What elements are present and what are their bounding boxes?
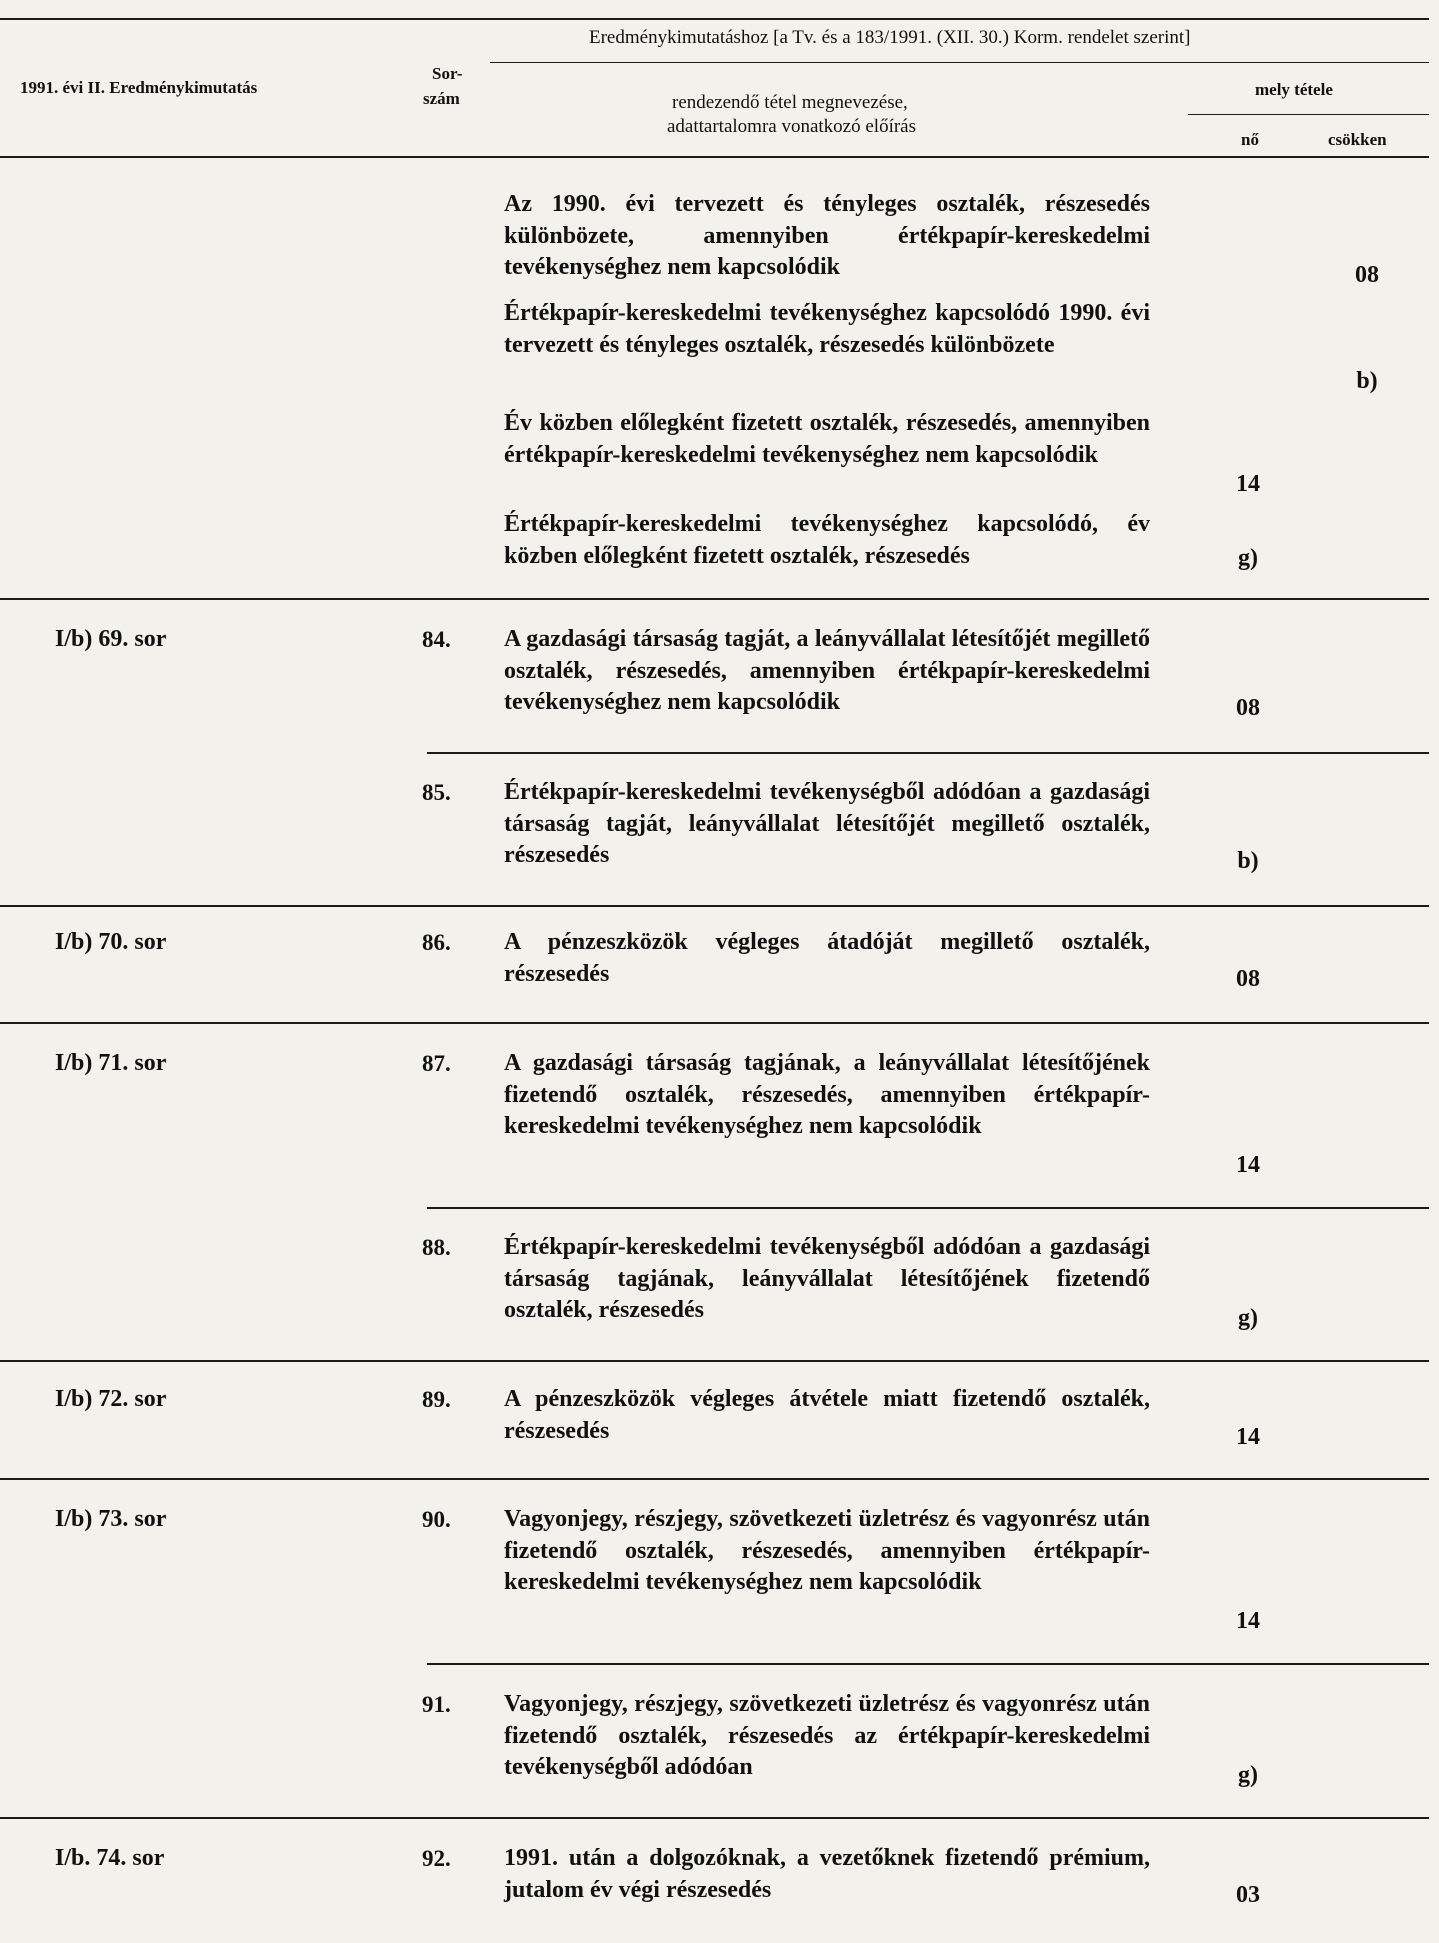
header-group-rule — [490, 62, 1429, 63]
row-code-no: g) — [1238, 1762, 1258, 1788]
header-col-sorszam-2: szám — [423, 89, 460, 108]
row-code-no: 08 — [1236, 695, 1260, 721]
header-top-rule — [0, 18, 1429, 20]
row-ref: I/b) 73. sor — [55, 1506, 167, 1532]
row-code-no: 08 — [1236, 966, 1260, 992]
row-number: 86. — [422, 930, 451, 955]
row-text: Értékpapír-kereskedelmi tevékenységhez kapcsolódó, év közben előlegként fizetett osztalék, részesedés — [504, 511, 1150, 569]
row-code-csokken: 08 — [1355, 262, 1379, 288]
row-number: 85. — [422, 780, 451, 805]
row-number: 84. — [422, 627, 451, 652]
row-code-no: 14 — [1236, 1152, 1260, 1178]
row-text: 1991. után a dolgozóknak, a vezetőknek fizetendő prémium, jutalom év végi részesedés — [504, 1845, 1150, 1903]
header-col-mely-tetele: mely tétele — [1255, 80, 1333, 99]
header-col-no: nő — [1241, 130, 1259, 149]
row-separator — [427, 1663, 1429, 1665]
row-code-no: g) — [1238, 1305, 1258, 1331]
row-code-no: 03 — [1236, 1882, 1260, 1908]
row-text: Értékpapír-kereskedelmi tevékenységhez kapcsolódó 1990. évi tervezett és tényleges osztalék, részesedés különbözete — [504, 300, 1150, 358]
header-group-title: Eredménykimutatáshoz [a Tv. és a 183/1991. (XII. 30.) Korm. rendelet szerint] — [589, 27, 1191, 48]
row-text: Értékpapír-kereskedelmi tevékenységből adódóan a gazdasági társaság tagját, leányvállalat létesítőjét megillető osztalék, részesedés — [504, 779, 1150, 868]
header-col-megnevezes-2: adattartalomra vonatkozó előírás — [667, 116, 917, 137]
row-separator — [0, 905, 1429, 907]
row-ref: I/b. 74. sor — [55, 1845, 165, 1871]
row-number: 88. — [422, 1235, 451, 1260]
row-number: 89. — [422, 1387, 451, 1412]
row-separator — [0, 598, 1429, 600]
row-text: A gazdasági társaság tagjának, a leányvállalat létesítőjének fizetendő osztalék, részesedés, amennyiben értékpapír-kereskedelmi tevékenységhez nem kapcsolódik — [504, 1050, 1150, 1139]
row-text: Az 1990. évi tervezett és tényleges osztalék, részesedés különbözete, amennyiben értékpapír-kereskedelmi tevékenységhez nem kapcsolódik — [504, 191, 1150, 280]
row-ref: I/b) 69. sor — [55, 626, 167, 652]
row-separator — [0, 1360, 1429, 1362]
row-separator — [0, 1022, 1429, 1024]
header-col-csokken: csökken — [1328, 130, 1387, 149]
row-text: A gazdasági társaság tagját, a leányvállalat létesítőjét megillető osztalék, részesedés, amennyiben értékpapír-kereskedelmi tevékenységhez nem kapcsolódik — [504, 626, 1150, 715]
row-text: Év közben előlegként fizetett osztalék, részesedés, amennyiben értékpapír-kereskedelmi tevékenységhez nem kapcsolódik — [504, 410, 1150, 468]
header-sub-rule — [1188, 114, 1429, 115]
row-number: 91. — [422, 1692, 451, 1717]
row-code-no: 14 — [1236, 1608, 1260, 1634]
row-separator — [0, 1478, 1429, 1480]
row-ref: I/b) 71. sor — [55, 1050, 167, 1076]
header-col-sorszam-1: Sor- — [432, 64, 463, 83]
row-text: Vagyonjegy, részjegy, szövetkezeti üzletrész és vagyonrész után fizetendő osztalék, részesedés az értékpapír-kereskedelmi tevékenységből adódóan — [504, 1691, 1150, 1780]
header-bottom-rule — [0, 156, 1429, 158]
row-text: Vagyonjegy, részjegy, szövetkezeti üzletrész és vagyonrész után fizetendő osztalék, részesedés, amennyiben értékpapír-kereskedelmi tevékenységhez nem kapcsolódik — [504, 1506, 1150, 1595]
row-number: 92. — [422, 1846, 451, 1871]
row-code-no: g) — [1238, 545, 1258, 571]
header-col-eredmenykimutatas: 1991. évi II. Eredménykimutatás — [20, 78, 258, 97]
row-code-csokken: b) — [1356, 368, 1378, 394]
row-number: 90. — [422, 1507, 451, 1532]
row-separator — [0, 1817, 1429, 1819]
row-number: 87. — [422, 1051, 451, 1076]
header-col-megnevezes-1: rendezendő tétel megnevezése, — [672, 92, 908, 113]
row-text: A pénzeszközök végleges átadóját megillető osztalék, részesedés — [504, 929, 1150, 987]
row-separator — [427, 1207, 1429, 1209]
row-ref: I/b) 70. sor — [55, 929, 167, 955]
row-separator — [427, 752, 1429, 754]
row-code-no: 14 — [1236, 471, 1260, 497]
row-code-no: 14 — [1236, 1424, 1260, 1450]
row-text: Értékpapír-kereskedelmi tevékenységből adódóan a gazdasági társaság tagjának, leányvállalat létesítőjének fizetendő osztalék, részesedés — [504, 1234, 1150, 1323]
row-text: A pénzeszközök végleges átvétele miatt fizetendő osztalék, részesedés — [504, 1386, 1150, 1444]
row-ref: I/b) 72. sor — [55, 1386, 167, 1412]
row-code-no: b) — [1237, 848, 1259, 874]
